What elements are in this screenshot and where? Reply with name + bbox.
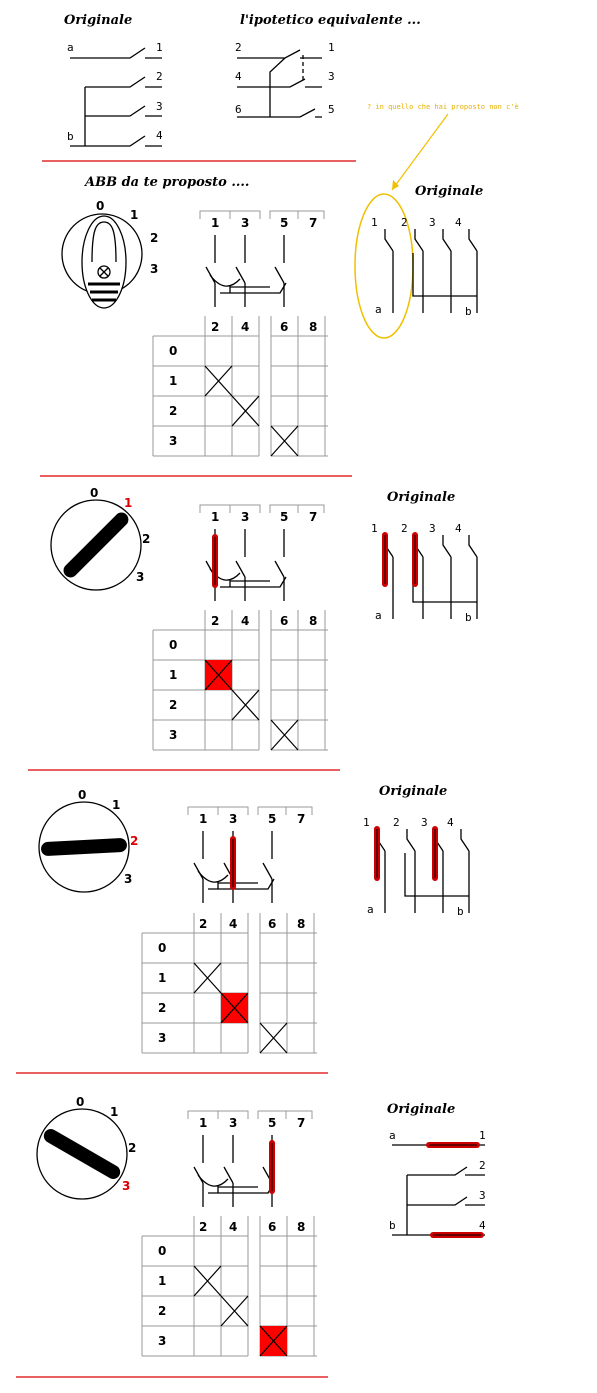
label-eq-1: 1 (328, 41, 335, 54)
contact-diagram (200, 211, 324, 334)
table-row-label-2: 2 (169, 404, 178, 418)
dial-handle (51, 1136, 113, 1172)
contact-bottom-6: 6 (280, 320, 289, 334)
original-title: Originale (387, 1102, 456, 1117)
orig-terminal-3: 3 (421, 816, 428, 829)
table-row-label-3: 3 (158, 1031, 167, 1045)
orig-terminal-1: 1 (371, 522, 378, 535)
table-row-label-2: 2 (158, 1001, 167, 1015)
contact-top-5: 5 (268, 812, 277, 826)
contact-top-1: 1 (211, 510, 220, 524)
contact-top-5: 5 (280, 510, 289, 524)
table-row-label-1: 1 (158, 971, 167, 985)
rotary-dial (37, 1095, 136, 1199)
contact-bottom-8: 8 (309, 320, 318, 334)
contact-bottom-2: 2 (211, 320, 220, 334)
orig-terminal-2: 2 (393, 816, 400, 829)
table-row-label-3: 3 (169, 434, 178, 448)
dial-handle (48, 845, 120, 849)
contact-top-7: 7 (297, 812, 306, 826)
note-arrow (392, 114, 448, 190)
orig-terminal-3: 3 (429, 216, 436, 229)
contact-top-7: 7 (309, 216, 318, 230)
dial-label-0: 0 (78, 788, 87, 802)
dial-handle (71, 520, 122, 571)
orig-terminal-2: 2 (479, 1159, 486, 1172)
orig-terminal-4: 4 (455, 522, 462, 535)
orig-terminal-2: 2 (401, 522, 408, 535)
rotary-dial (51, 486, 150, 590)
contact-top-3: 3 (229, 1116, 238, 1130)
switching-table (153, 316, 328, 456)
original-title: Originale (379, 784, 448, 799)
contact-bottom-4: 4 (241, 614, 250, 628)
dial-label-0: 0 (90, 486, 99, 500)
contact-bottom-4: 4 (229, 1220, 238, 1234)
contact-bottom-8: 8 (309, 614, 318, 628)
label-b: b (67, 130, 74, 143)
label-eq-4: 4 (235, 70, 242, 83)
contact-diagram (188, 1111, 312, 1234)
x-mark (221, 1296, 248, 1326)
dial-label-2: 2 (128, 1141, 137, 1155)
orig-label-a: a (375, 609, 382, 622)
orig-terminal-1: 1 (363, 816, 370, 829)
top-original-switch (67, 41, 163, 146)
rotary-dial (39, 788, 138, 892)
abb-title: ABB da te proposto .... (85, 175, 250, 190)
table-row-label-3: 3 (169, 728, 178, 742)
table-row-label-0: 0 (158, 941, 167, 955)
orig-label-b: b (465, 305, 472, 318)
orig-label-b: b (465, 611, 472, 624)
contact-bottom-8: 8 (297, 1220, 306, 1234)
contact-diagram (200, 505, 324, 628)
dial-label-3: 3 (136, 570, 145, 584)
contact-top-1: 1 (199, 1116, 208, 1130)
orig-label-b: b (389, 1219, 396, 1232)
section-4 (16, 1095, 486, 1377)
dial-label-2: 2 (150, 231, 159, 245)
dial-label-0: 0 (96, 199, 105, 213)
orig-label-b: b (457, 905, 464, 918)
contact-bottom-2: 2 (211, 614, 220, 628)
top-original-title: Originale (64, 13, 133, 28)
label-2: 2 (156, 70, 163, 83)
note-text: ? in quello che hai proposto non c'è (367, 103, 519, 111)
contact-bottom-6: 6 (268, 917, 277, 931)
top-equivalent-switch (235, 41, 335, 117)
orig-label-a: a (375, 303, 382, 316)
dial-label-0: 0 (76, 1095, 85, 1109)
dial-label-1: 1 (112, 798, 121, 812)
orig-terminal-1: 1 (479, 1129, 486, 1142)
label-3: 3 (156, 100, 163, 113)
section-3 (16, 784, 469, 1073)
contact-top-1: 1 (199, 812, 208, 826)
label-4: 4 (156, 129, 163, 142)
dial-section-1 (62, 214, 142, 308)
original-diagram (363, 784, 469, 918)
dial-label-3: 3 (150, 262, 159, 276)
orig-terminal-4: 4 (447, 816, 454, 829)
contact-bottom-4: 4 (229, 917, 238, 931)
contact-top-7: 7 (297, 1116, 306, 1130)
original-title: Originale (415, 184, 484, 199)
contact-top-3: 3 (241, 510, 250, 524)
dial-label-1: 1 (130, 208, 139, 222)
orig-label-a: a (389, 1129, 396, 1142)
switching-table (142, 1216, 317, 1356)
x-mark (232, 396, 259, 426)
x-mark (194, 1266, 221, 1296)
x-mark (232, 690, 259, 720)
table-row-label-0: 0 (169, 638, 178, 652)
x-mark (260, 1023, 287, 1053)
switching-table (142, 913, 317, 1053)
contact-top-5: 5 (280, 216, 289, 230)
top-equivalent-title: l'ipotetico equivalente ... (240, 13, 421, 28)
table-row-label-1: 1 (169, 668, 178, 682)
dial-label-1: 1 (110, 1105, 119, 1119)
dial-label-3: 3 (122, 1179, 131, 1193)
section-2 (28, 486, 477, 770)
dial-label-2: 2 (130, 834, 139, 848)
switching-table (153, 610, 328, 750)
x-mark (271, 426, 298, 456)
dial-label-1: 1 (124, 496, 133, 510)
label-1: 1 (156, 41, 163, 54)
table-row-label-0: 0 (158, 1244, 167, 1258)
orig-terminal-3: 3 (429, 522, 436, 535)
contact-diagram (188, 807, 312, 931)
original-title: Originale (387, 490, 456, 505)
label-a: a (67, 41, 74, 54)
orig-terminal-4: 4 (455, 216, 462, 229)
label-eq-5: 5 (328, 103, 335, 116)
table-row-label-0: 0 (169, 344, 178, 358)
contact-top-7: 7 (309, 510, 318, 524)
x-mark (194, 963, 221, 993)
contact-bottom-2: 2 (199, 1220, 208, 1234)
orig-terminal-1: 1 (371, 216, 378, 229)
contact-top-3: 3 (229, 812, 238, 826)
original-diagram (387, 1102, 486, 1235)
contact-top-3: 3 (241, 216, 250, 230)
table-row-label-2: 2 (169, 698, 178, 712)
orig-label-a: a (367, 903, 374, 916)
label-eq-6: 6 (235, 103, 242, 116)
label-eq-2: 2 (235, 41, 242, 54)
contact-bottom-6: 6 (280, 614, 289, 628)
contact-bottom-8: 8 (297, 917, 306, 931)
contact-bottom-6: 6 (268, 1220, 277, 1234)
dial-label-3: 3 (124, 872, 133, 886)
table-row-label-3: 3 (158, 1334, 167, 1348)
table-row-label-2: 2 (158, 1304, 167, 1318)
x-mark (271, 720, 298, 750)
x-mark (205, 366, 232, 396)
label-eq-3: 3 (328, 70, 335, 83)
original-diagram (371, 490, 477, 624)
orig-terminal-3: 3 (479, 1189, 486, 1202)
table-row-label-1: 1 (158, 1274, 167, 1288)
table-row-label-1: 1 (169, 374, 178, 388)
orig-terminal-2: 2 (401, 216, 408, 229)
original-diagram (371, 184, 483, 318)
dial-label-2: 2 (142, 532, 151, 546)
orig-terminal-4: 4 (479, 1219, 486, 1232)
contact-top-5: 5 (268, 1116, 277, 1130)
contact-bottom-2: 2 (199, 917, 208, 931)
contact-top-1: 1 (211, 216, 220, 230)
contact-bottom-4: 4 (241, 320, 250, 334)
